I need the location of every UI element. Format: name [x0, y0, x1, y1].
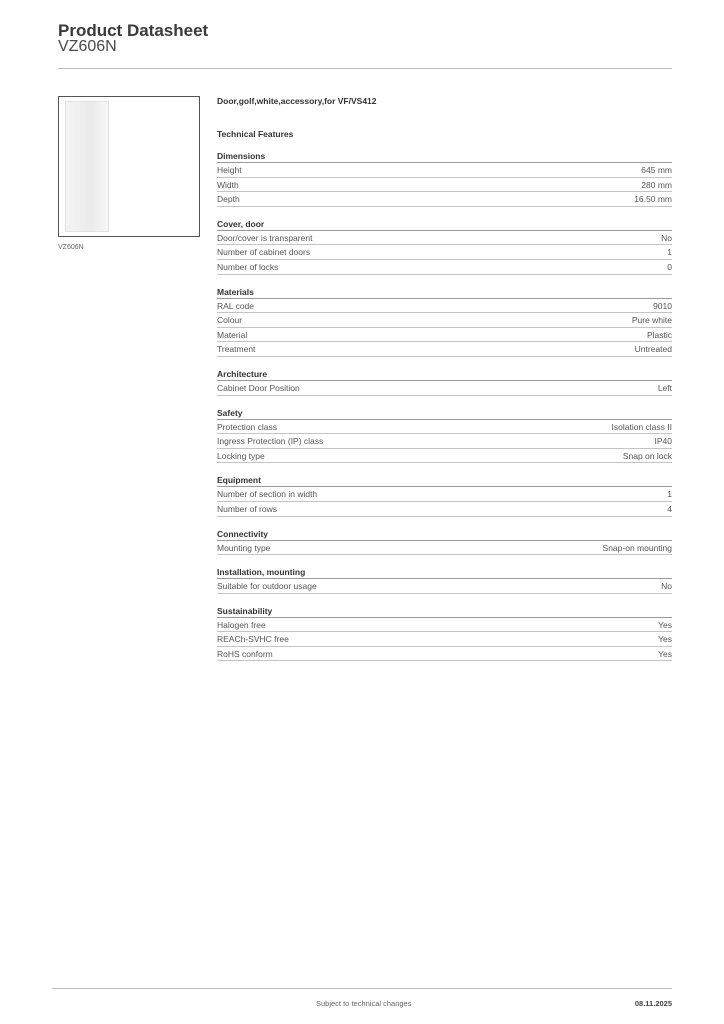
- spec-row: [217, 313, 672, 328]
- spec-value: 16.50 mm: [634, 194, 672, 205]
- spec-value: 1: [667, 247, 672, 258]
- spec-sections: [217, 151, 672, 661]
- section-heading: Dimensions: [217, 151, 672, 163]
- image-caption: VZ606N: [58, 244, 84, 251]
- footer-date: 08.11.2025: [634, 999, 672, 1008]
- spec-value: 1: [667, 489, 672, 500]
- spec-row: [217, 192, 672, 207]
- section-heading: Cover, door: [217, 219, 672, 231]
- spec-row: [217, 502, 672, 517]
- spec-value: No: [661, 232, 672, 243]
- spec-section: [217, 529, 672, 556]
- spec-value: Snap on lock: [622, 450, 672, 461]
- spec-row: [217, 647, 672, 662]
- spec-row: [217, 618, 672, 633]
- spec-row: [217, 487, 672, 502]
- spec-label: Door/cover is transparent: [217, 232, 313, 243]
- spec-label: Number of rows: [217, 503, 277, 514]
- section-heading: Safety: [217, 408, 672, 420]
- spec-label: RAL code: [217, 300, 255, 311]
- spec-label: Halogen free: [217, 619, 266, 630]
- spec-section: [217, 475, 672, 516]
- spec-row: [217, 381, 672, 396]
- spec-label: Height: [217, 165, 242, 175]
- spec-row: [217, 541, 672, 556]
- spec-value: 280 mm: [641, 179, 672, 190]
- footer-note: Subject to technical changes: [316, 999, 412, 1008]
- spec-row: [217, 328, 672, 343]
- spec-column: [217, 96, 672, 661]
- spec-section: [217, 151, 672, 207]
- spec-label: Ingress Protection (IP) class: [217, 436, 324, 447]
- spec-label: Locking type: [217, 450, 265, 461]
- spec-section: [217, 567, 672, 594]
- spec-section: [217, 287, 672, 357]
- product-description: Door,golf,white,accessory,for VF/VS412: [217, 96, 377, 106]
- product-image: [58, 96, 200, 237]
- section-heading: Connectivity: [217, 529, 672, 541]
- spec-value: Isolation class II: [611, 421, 672, 432]
- spec-section: [217, 408, 672, 464]
- spec-label: Depth: [217, 194, 240, 205]
- spec-row: [217, 231, 672, 246]
- spec-value: Snap-on mounting: [602, 542, 672, 553]
- spec-label: Treatment: [217, 344, 256, 355]
- product-code: VZ606N: [58, 38, 117, 55]
- spec-section: [217, 369, 672, 396]
- spec-value: Yes: [658, 648, 672, 659]
- spec-value: Untreated: [634, 344, 672, 355]
- spec-value: Plastic: [646, 329, 672, 340]
- spec-row: [217, 579, 672, 594]
- spec-value: No: [661, 581, 672, 592]
- technical-features-heading: Technical Features: [217, 129, 294, 139]
- section-heading: Equipment: [217, 475, 672, 487]
- spec-label: Mounting type: [217, 542, 271, 553]
- spec-row: [217, 420, 672, 435]
- section-heading: Architecture: [217, 369, 672, 381]
- spec-label: Width: [217, 179, 239, 190]
- spec-label: Suitable for outdoor usage: [217, 581, 317, 592]
- footer-divider: [52, 988, 672, 989]
- spec-row: [217, 260, 672, 275]
- spec-label: REACh-SVHC free: [217, 634, 289, 645]
- header-divider: [58, 68, 672, 69]
- spec-label: Number of section in width: [217, 489, 318, 500]
- spec-value: Yes: [658, 634, 672, 645]
- spec-section: [217, 219, 672, 275]
- spec-section: [217, 606, 672, 662]
- page-title: Product Datasheet: [58, 21, 209, 40]
- spec-value: 9010: [653, 300, 672, 311]
- spec-label: Colour: [217, 315, 243, 326]
- spec-value: Left: [657, 382, 672, 393]
- door-picture: [65, 101, 109, 232]
- spec-label: Number of cabinet doors: [217, 247, 311, 258]
- spec-label: Material: [217, 329, 248, 340]
- spec-row: [217, 299, 672, 314]
- spec-value: 645 mm: [641, 165, 672, 175]
- spec-row: [217, 163, 672, 178]
- spec-row: [217, 449, 672, 464]
- section-heading: Installation, mounting: [217, 567, 672, 579]
- spec-row: [217, 342, 672, 357]
- spec-value: Pure white: [631, 315, 672, 326]
- spec-value: 4: [667, 503, 672, 514]
- spec-value: IP40: [654, 436, 672, 447]
- spec-label: Protection class: [217, 421, 277, 432]
- spec-label: Cabinet Door Position: [217, 382, 300, 393]
- spec-row: [217, 178, 672, 193]
- spec-label: RoHS conform: [217, 648, 273, 659]
- spec-value: 0: [667, 261, 672, 272]
- spec-row: [217, 434, 672, 449]
- section-heading: Materials: [217, 287, 672, 299]
- spec-row: [217, 245, 672, 260]
- spec-label: Number of locks: [217, 261, 279, 272]
- section-heading: Sustainability: [217, 606, 672, 618]
- spec-value: Yes: [658, 619, 672, 630]
- spec-row: [217, 632, 672, 647]
